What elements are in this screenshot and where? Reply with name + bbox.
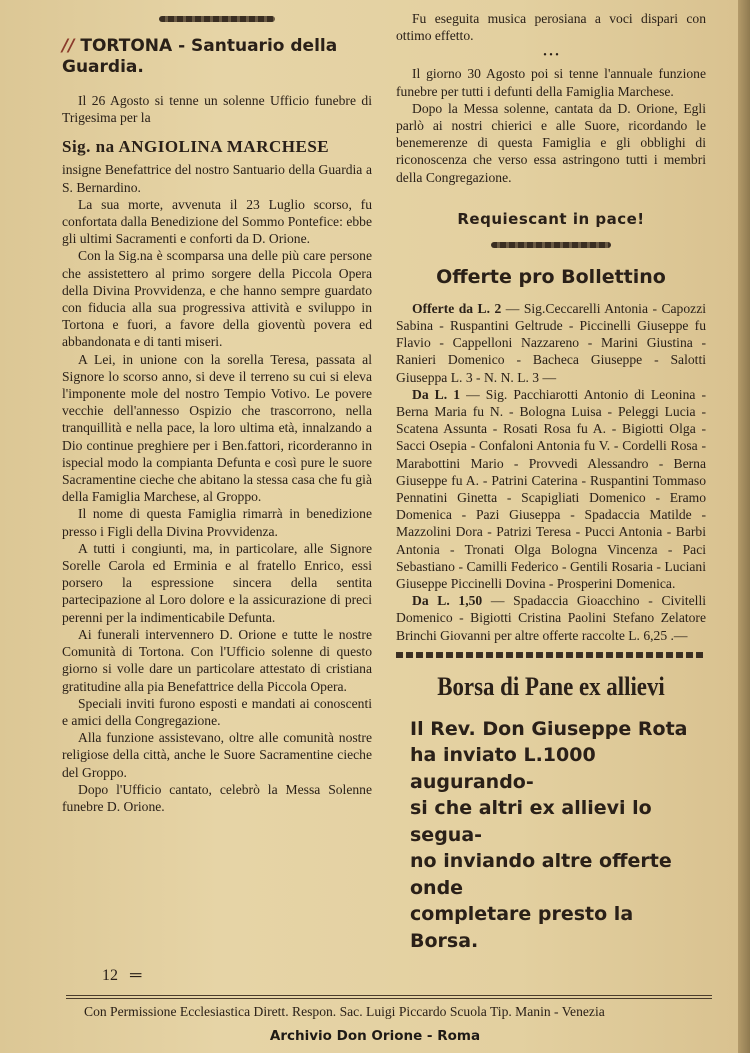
offerte-l150: Da L. 1,50 — Spadaccia Gioacchino - Civitelli Domenico - Bigiotti Cristina Paolini Stefano Zelatore Brinchi Giovanni per altre offerte raccolte L. 6,25 .— [396,593,707,643]
paragraph: Il 26 Agosto si tenne un solenne Ufficio funebre di Trigesima per la [62,93,372,126]
archive-credit: Archivio Don Orione - Roma [269,1028,481,1044]
paragraph: Dopo l'Ufficio cantato, celebrò la Messa Solenne funebre D. Orione. [62,781,372,814]
paragraph: Dopo la Messa solenne, cantata da D. Orione, Egli parlò ai nostri chierici e alle Suore, ricordando le benemerenze di questa Famiglia e gli obblighi di riconoscenza che verso essa astringono tutti i membri della Congregazione. [396,100,706,185]
paragraph: Alla funzione assistevano, oltre alle comunità nostre religiose della città, anche le Suore Sacramentine cieche del Groppo. [62,730,372,780]
footer-rule [66,995,712,996]
paragraph: La sua morte, avvenuta il 23 Luglio scorso, fu confortata dalla Benedizione del Sommo Pontefice: ebbe gli ultimi Sacramenti e conforti da D. Orione. [62,196,372,247]
left-column [62,0,372,815]
footer-rule [66,998,712,999]
paragraph: Il nome di questa Famiglia rimarrà in benedizione presso i Figli della Divina Provvidenza. [62,506,372,539]
paragraph: A tutti i congiunti, ma, in particolare, alle Signore Sorelle Carola ed Erminia e al fratello Enrico, essi porsero la espressione sincera della sentita partecipazione al Loro dolore e la assicurazione di preci perenni per la indimenticabile Defunta. [62,540,372,625]
top-ornament [159,16,275,22]
requiescant-heading: Requiescant in pace! [457,209,645,228]
deceased-name: Sig. na ANGIOLINA MARCHESE [62,137,330,157]
paragraph: Il giorno 30 Agosto poi si tenne l'annuale funzione funebre per tutti i defunti della Famiglia Marchese. [396,66,706,99]
paragraph: Fu eseguita musica perosiana a voci dispari con ottimo effetto. [396,11,706,44]
separator-dots: • • • [543,50,559,62]
page-edge [738,0,750,1053]
offerte-heading: Offerte pro Bollettino [436,265,666,288]
paragraph: Speciali inviti furono esposti e mandati ai conoscenti e amici della Congregazione. [62,695,372,728]
offerte-l1: Da L. 1 — Sig. Pacchiarotti Antonio di Leonina - Berna Maria fu N. - Bologna Luisa - Peleggi Lucia - Scatena Assunta - Rosati Rosa fu A. - Bigiotti Olga - Sacci Osepia - Confaloni Antonia fu V. - Cordelli Rosa - Marabottini Mario - Provvedi Alessandro - Berna Giuseppe fu A. - Patrini Caterina - Ruspantini Tommaso Pennatini Ginetta - Scapigliati Domenico - Eramo Domenica - Pazi Giuseppa - Spadaccia Matilde - Mazzolini Dora - Patrizi Teresa - Pucci Antonia - Barbi Antonia - Tronati Olga Bologna Vincenza - Paci Sebastiano - Camilli Federico - Gentili Rosaria - Luciani Giuseppe Piccinelli Dovina - Prosperini Domenica. [396,386,706,592]
page-number: 12 ═ [102,967,142,984]
wavy-divider [396,652,706,658]
ornament [491,242,611,248]
footer-imprint: Con Permissione Ecclesiastica Dirett. Respon. Sac. Luigi Piccardo Scuola Tip. Manin - Venezia [84,1004,605,1019]
paragraph: Con la Sig.na è scomparsa una delle più care persone che assistettero al primo sorgere della Piccola Opera della Divina Provvidenza, e che hanno sempre guardato con fiducia alla sua progressiva attività e sviluppo in Tortona e fuori, a favore della gioventù povera ed abbandonata e di tanti miseri. [62,248,372,350]
right-column [396,0,706,954]
borsa-announcement: Il Rev. Don Giuseppe Rota ha inviato L.1000 augurando- si che altri ex allievi lo segua- no inviando altre offerte onde completare presto la Borsa. [410,717,688,952]
paragraph: Ai funerali intervennero D. Orione e tutte le nostre Comunità di Tortona. Con l'Ufficio solenne di questo giorno si volle dare un particolare attestato di cristiana gratitudine alla pia Benefattrice della Piccola Opera. [62,626,372,694]
borsa-heading: Borsa di Pane ex allievi [437,671,665,701]
pencil-mark: // [62,36,75,56]
offerte-l2: Offerte da L. 2 — Sig.Ceccarelli Antonia - Capozzi Sabina - Ruspantini Geltrude - Piccinelli Giuseppe fu Flavio - Cappelloni Nazzareno - Marini Giustina - Ranieri Domenico - Bacheca Giuseppe - Salotti Giuseppa L. 3 - N. N. L. 3 — [396,300,706,385]
section-heading: // TORTONA - Santuario della Guardia. [62,36,338,77]
paragraph: insigne Benefattrice del nostro Santuario della Guardia a S. Bernardino. [62,162,372,195]
paragraph: A Lei, in unione con la sorella Teresa, passata al Signore lo scorso anno, si deve il terreno su cui si eleva l'imponente mole del nostro Tempio Votivo. Le povere vecchie dell'annesso Ospizio che trascorrono, nella tranquillità e nella pace, la loro ultima età, innalzando a Dio continue preghiere per i Ben.fattori, ricorderanno in ispecial modo la compianta Defunta e così pure le suore Sacramentine cieche che abitano la stessa casa che fu già della Famiglia Marchese, al Groppo. [62,351,372,505]
